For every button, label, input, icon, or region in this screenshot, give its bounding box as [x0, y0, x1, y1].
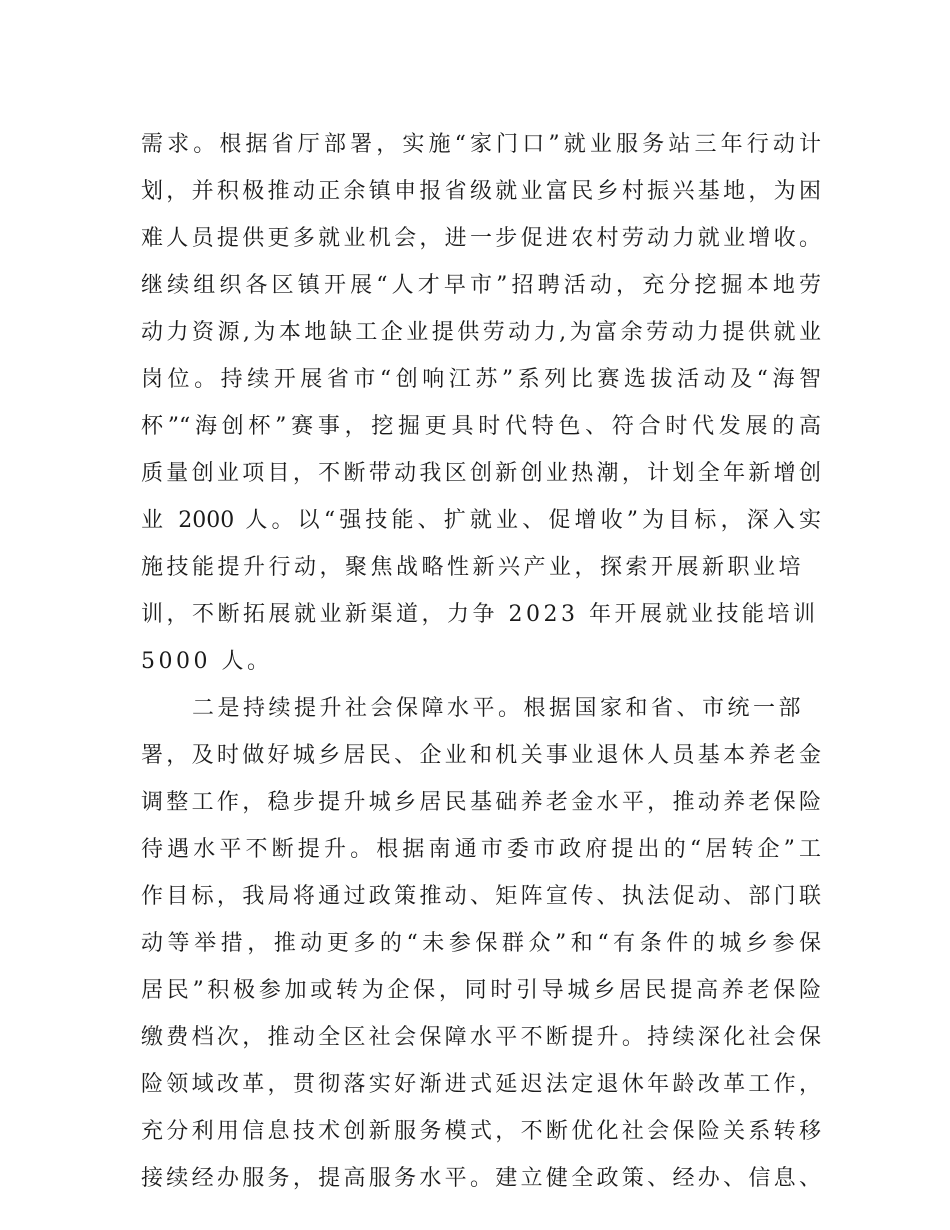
text-line-paragraph-start: 二是持续提升社会保障水平。根据国家和省、市统一部: [192, 696, 805, 721]
text-line-paragraph-end: 5000 人。: [141, 649, 273, 674]
text-line: 岗位。持续开展省市“创响江苏”系列比赛选拔活动及“海智: [141, 367, 821, 392]
text-line: 调整工作，稳步提升城乡居民基础养老金水平，推动养老保险: [141, 790, 821, 815]
text-line: 划，并积极推动正余镇申报省级就业富民乡村振兴基地，为困: [141, 179, 821, 204]
text-line: 居民”积极参加或转为企保，同时引导城乡居民提高养老保险: [141, 978, 821, 1003]
text-line: 需求。根据省厅部署，实施“家门口”就业服务站三年行动计: [141, 132, 821, 157]
text-line: 险领域改革，贯彻落实好渐进式延迟法定退休年龄改革工作，: [141, 1072, 821, 1097]
text-line: 杯”“海创杯”赛事，挖掘更具时代特色、符合时代发展的高: [141, 414, 821, 439]
text-line: 训，不断拓展就业新渠道，力争 2023 年开展就业技能培训: [141, 602, 819, 627]
text-line: 接续经办服务，提高服务水平。建立健全政策、经办、信息、: [141, 1166, 821, 1191]
text-line: 署，及时做好城乡居民、企业和机关事业退休人员基本养老金: [141, 743, 821, 768]
text-line: 施技能提升行动，聚焦战略性新兴产业，探索开展新职业培: [141, 555, 805, 580]
text-line: 作目标，我局将通过政策推动、矩阵宣传、执法促动、部门联: [141, 884, 821, 909]
text-line: 难人员提供更多就业机会，进一步促进农村劳动力就业增收。: [141, 226, 821, 251]
text-line: 质量创业项目，不断带动我区创新创业热潮，计划全年新增创: [141, 461, 821, 486]
text-line: 动等举措，推动更多的“未参保群众”和“有条件的城乡参保: [141, 931, 821, 956]
text-line: 继续组织各区镇开展“人才早市”招聘活动，充分挖掘本地劳: [141, 273, 821, 298]
text-line: 缴费档次，推动全区社会保障水平不断提升。持续深化社会保: [141, 1025, 821, 1050]
document-body: [141, 121, 821, 1202]
text-line: 充分利用信息技术创新服务模式，不断优化社会保险关系转移: [141, 1119, 821, 1144]
text-line: 业 2000 人。以“强技能、扩就业、促增收”为目标，深入实: [141, 508, 821, 533]
text-line: 动力资源,为本地缺工企业提供劳动力,为富余劳动力提供就业: [141, 320, 821, 345]
text-line: 待遇水平不断提升。根据南通市委市政府提出的“居转企”工: [141, 837, 821, 862]
